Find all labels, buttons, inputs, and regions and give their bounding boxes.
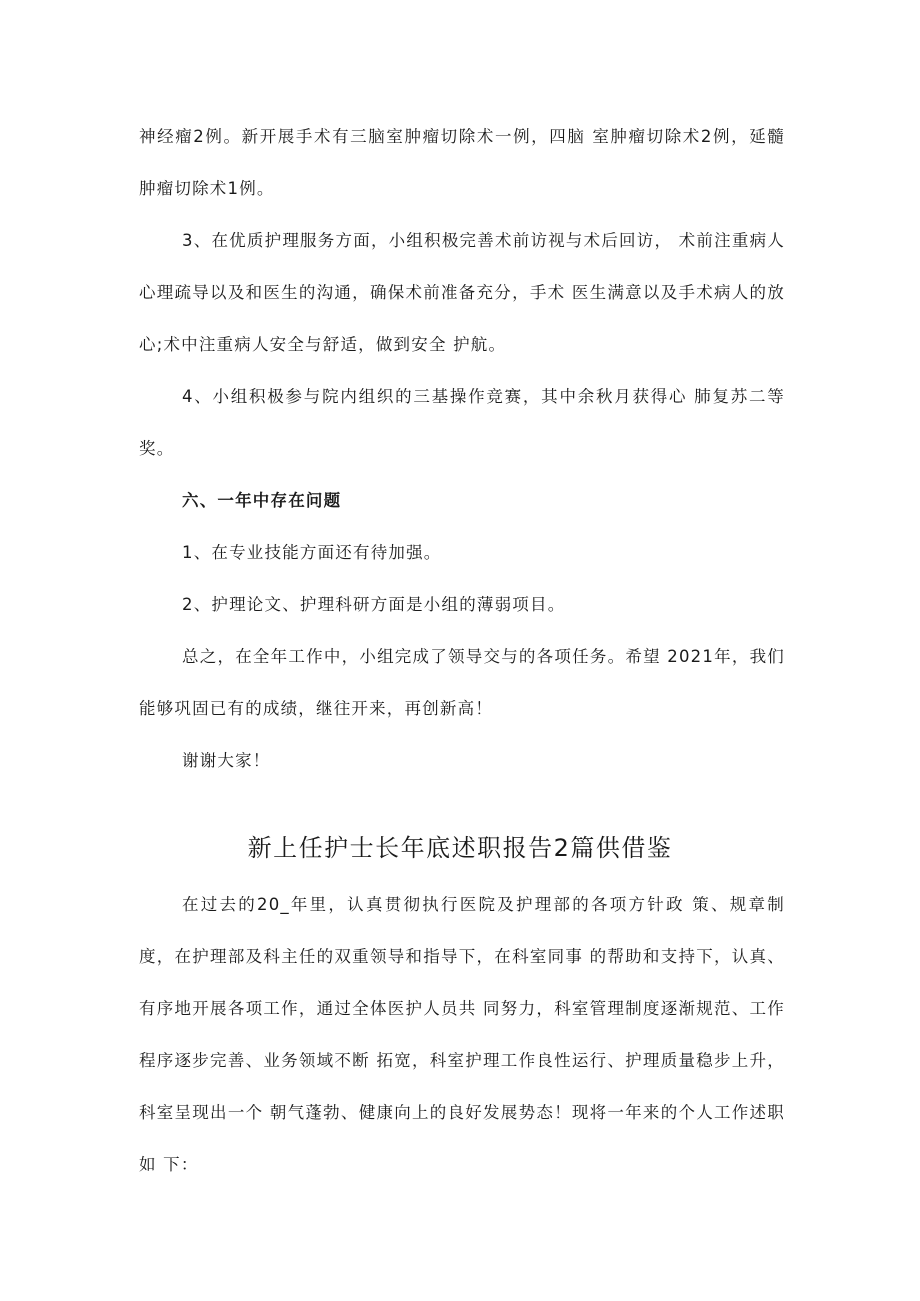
paragraph-report-intro: 在过去的20_年里，认真贯彻执行医院及护理部的各项方针政 策、规章制度，在护理部及科主任的双重领导和指导下，在科室同事 的帮助和支持下，认真、有序地开展各项工作，通过全体医护人员共 同努力，科室管理制度逐渐规范、工作程序逐步完善、业务领域不断 拓宽，科室护理工作良性运行、护理质量稳步上升，科室呈现出一个 朝气蓬勃、健康向上的良好发展势态！现将一年来的个人工作述职如 下： <box>139 895 785 1174</box>
paragraph-surgery-cases: 神经瘤2例。新开展手术有三脑室肿瘤切除术一例，四脑 室肿瘤切除术2例，延髓肿瘤切除术1例。 <box>139 127 785 198</box>
paragraph-problem-2: 2、护理论文、护理科研方面是小组的薄弱项目。 <box>182 595 566 614</box>
section-heading-problems: 六、一年中存在问题 <box>182 491 342 510</box>
paragraph-quality-nursing: 3、在优质护理服务方面，小组积极完善术前访视与术后回访， 术前注重病人心理疏导以及和医生的沟通，确保术前准备充分，手术 医生满意以及手术病人的放心;术中注重病人安全与舒适，做到安全 护航。 <box>139 231 785 354</box>
report-title: 新上任护士长年底述职报告2篇供借鉴 <box>247 834 673 862</box>
paragraph-problem-1: 1、在专业技能方面还有待加强。 <box>182 543 442 562</box>
paragraph-thanks: 谢谢大家！ <box>182 751 271 770</box>
paragraph-skills-competition: 4、小组积极参与院内组织的三基操作竞赛，其中余秋月获得心 肺复苏二等奖。 <box>139 387 785 458</box>
paragraph-summary: 总之，在全年工作中，小组完成了领导交与的各项任务。希望 2021年，我们能够巩固已有的成绩，继往开来，再创新高！ <box>139 647 785 718</box>
